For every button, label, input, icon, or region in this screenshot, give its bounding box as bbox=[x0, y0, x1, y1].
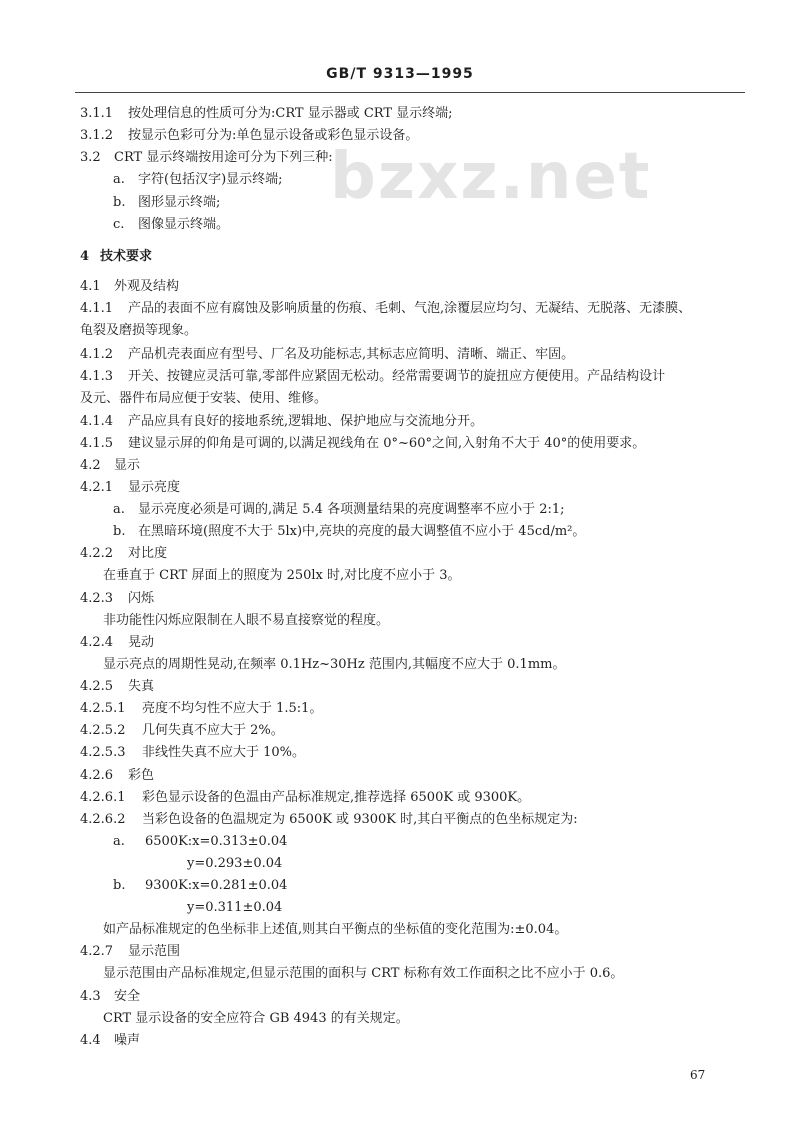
clause-line: 4.2.5.3 非线性失真不应大于 10%。 bbox=[80, 745, 306, 760]
list-item: a. 6500K:x=0.313±0.04 bbox=[113, 834, 288, 849]
page-number: 67 bbox=[690, 1068, 706, 1082]
clause-line: 4.2.6.1 彩色显示设备的色温由产品标准规定,推荐选择 6500K 或 9300K。 bbox=[80, 790, 531, 805]
list-item: b. 图形显示终端; bbox=[113, 195, 221, 210]
page-header: GB/T 9313—1995 bbox=[326, 66, 474, 82]
list-item: b. 在黑暗环境(照度不大于 5lx)中,亮块的亮度的最大调整值不应小于 45cd/m²。 bbox=[113, 524, 586, 539]
clause-line: 4.2.7 显示范围 bbox=[80, 944, 181, 959]
clause-line: 4.2.6.2 当彩色设备的色温规定为 6500K 或 9300K 时,其白平衡点的色坐标规定为: bbox=[80, 812, 578, 827]
clause-body: 在垂直于 CRT 屏面上的照度为 250lx 时,对比度不应小于 3。 bbox=[103, 568, 461, 583]
list-item: b. 9300K:x=0.281±0.04 bbox=[113, 878, 288, 893]
clause-line: 4.2.4 晃动 bbox=[80, 635, 155, 650]
clause-line: 4.2.3 闪烁 bbox=[80, 591, 155, 606]
clause-line: 4.1.2 产品机壳表面应有型号、厂名及功能标志,其标志应简明、清晰、端正、牢固。 bbox=[80, 347, 575, 362]
list-item: a. 字符(包括汉字)显示终端; bbox=[113, 172, 283, 187]
clause-line: 4.2.1 显示亮度 bbox=[80, 480, 181, 495]
clause-line: 4.2 显示 bbox=[80, 458, 141, 473]
clause-line: 3.1.1 按处理信息的性质可分为:CRT 显示器或 CRT 显示终端; bbox=[80, 106, 453, 121]
clause-line: 4.1.4 产品应具有良好的接地系统,逻辑地、保护地应与交流地分开。 bbox=[80, 414, 484, 429]
clause-line: 3.1.2 按显示色彩可分为:单色显示设备或彩色显示设备。 bbox=[80, 128, 419, 143]
clause-continuation: 龟裂及磨损等现象。 bbox=[80, 323, 198, 338]
clause-body: 显示范围由产品标准规定,但显示范围的面积与 CRT 标称有效工作面积之比不应小于 0.6。 bbox=[103, 966, 624, 981]
clause-line: 4.1.1 产品的表面不应有腐蚀及影响质量的伤痕、毛刺、气泡,涂覆层应均匀、无凝结、无脱落、无漆膜、 bbox=[80, 301, 692, 316]
clause-line: 4.3 安全 bbox=[80, 989, 141, 1004]
clause-line: 4.2.5.2 几何失真不应大于 2%。 bbox=[80, 723, 284, 738]
clause-line: 4.2.5.1 亮度不均匀性不应大于 1.5:1。 bbox=[80, 701, 323, 716]
clause-line: 4.1 外观及结构 bbox=[80, 279, 180, 294]
list-item-continuation: y=0.311±0.04 bbox=[187, 900, 283, 915]
clause-line: 4.2.5 失真 bbox=[80, 679, 155, 694]
clause-line: 4.1.5 建议显示屏的仰角是可调的,以满足视线角在 0°~60°之间,入射角不大于 40°的使用要求。 bbox=[80, 436, 646, 451]
clause-body: CRT 显示设备的安全应符合 GB 4943 的有关规定。 bbox=[103, 1011, 409, 1026]
clause-body: 如产品标准规定的色坐标非上述值,则其白平衡点的坐标值的变化范围为:±0.04。 bbox=[103, 922, 568, 937]
section-heading: 4 技术要求 bbox=[80, 249, 153, 264]
header-rule bbox=[75, 92, 745, 93]
clause-body: 显示亮点的周期性晃动,在频率 0.1Hz~30Hz 范围内,其幅度不应大于 0.1mm。 bbox=[103, 657, 566, 672]
clause-line: 4.4 噪声 bbox=[80, 1033, 141, 1048]
clause-continuation: 及元、器件布局应便于安装、使用、维修。 bbox=[80, 391, 328, 406]
clause-line: 4.2.2 对比度 bbox=[80, 546, 168, 561]
clause-line: 3.2 CRT 显示终端按用途可分为下列三种: bbox=[80, 150, 333, 165]
list-item-continuation: y=0.293±0.04 bbox=[187, 856, 283, 871]
watermark: bzxz.net bbox=[330, 140, 652, 214]
clause-line: 4.1.3 开关、按键应灵活可靠,零部件应紧固无松动。经常需要调节的旋扭应方便使用。产品结构设计 bbox=[80, 369, 666, 384]
list-item: c. 图像显示终端。 bbox=[113, 217, 230, 232]
clause-line: 4.2.6 彩色 bbox=[80, 768, 155, 783]
list-item: a. 显示亮度必须是可调的,满足 5.4 各项测量结果的亮度调整率不应小于 2:1; bbox=[113, 502, 565, 517]
clause-body: 非功能性闪烁应限制在人眼不易直接察觉的程度。 bbox=[103, 613, 390, 628]
